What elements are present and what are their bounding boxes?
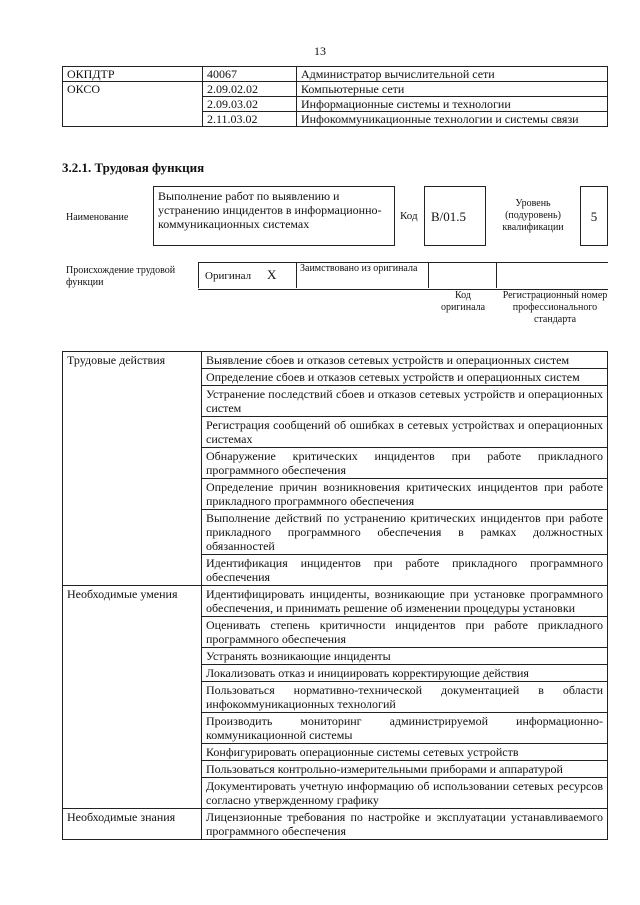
code-name: Инфокоммуникационные технологии и системы связи: [297, 112, 608, 127]
registration-number-caption: Регистрационный номер профессионального стандарта: [502, 290, 608, 325]
function-name-box: [153, 186, 395, 246]
section-item: Идентификация инцидентов при работе прикладного программного обеспечения: [202, 555, 608, 586]
function-details-table: [62, 351, 608, 840]
code-label: ОКСО: [63, 82, 203, 127]
section-item: Обнаружение критических инцидентов при работе прикладного программного обеспечения: [202, 448, 608, 479]
section-item: Лицензионные требования по настройке и эксплуатации устанавливаемого программного обеспечения: [202, 809, 608, 840]
table-row: [63, 82, 608, 97]
section-item: Документировать учетную информацию об использовании сетевых ресурсов согласно утвержденному графику: [202, 778, 608, 809]
code-label: Код: [400, 210, 418, 222]
section-item: Производить мониторинг администрируемой информационно-коммуникационной системы: [202, 713, 608, 744]
classification-codes-table: [62, 66, 608, 127]
section-item: Идентифицировать инциденты, возникающие при установке программного обеспечения, и принимать решение об изменении процедуры установки: [202, 586, 608, 617]
section-item: Локализовать отказ и инициировать корректирующие действия: [202, 665, 608, 682]
section-label: Необходимые умения: [63, 586, 202, 809]
table-row: [63, 586, 608, 617]
origin-label: Происхождение трудовой функции: [66, 265, 176, 288]
code-value: 2.11.03.02: [203, 112, 297, 127]
code-name: Администратор вычислительной сети: [297, 67, 608, 82]
table-row: [63, 809, 608, 840]
section-label: Трудовые действия: [63, 352, 202, 586]
code-label: ОКПДТР: [63, 67, 203, 82]
function-code-value: B/01.5: [431, 209, 467, 224]
section-item: Определение причин возникновения критических инцидентов при работе прикладного программного обеспечения: [202, 479, 608, 510]
table-row: [63, 67, 608, 82]
code-name: Информационные системы и технологии: [297, 97, 608, 112]
section-item: Выявление сбоев и отказов сетевых устройств и операционных систем: [202, 352, 608, 369]
borrowed-label: Заимствовано из оригинала: [300, 263, 418, 274]
level-label: Уровень (подуровень) квалификации: [502, 198, 564, 233]
section-item: Выполнение действий по устранению критических инцидентов при работе прикладного программного обеспечения в рамках должностных обязанностей: [202, 510, 608, 555]
function-code-box: [424, 186, 486, 246]
section-heading: 3.2.1. Трудовая функция: [62, 160, 205, 175]
code-value: 2.09.02.02: [203, 82, 297, 97]
function-name-value: Выполнение работ по выявлению и устранению инцидентов в информационно-коммуникационных системах: [158, 189, 382, 231]
section-item: Оценивать степень критичности инцидентов при работе прикладного программного обеспечения: [202, 617, 608, 648]
name-label: Наименование: [66, 212, 129, 223]
table-row: [63, 352, 608, 369]
page-number: 13: [314, 44, 326, 58]
section-item: Пользоваться контрольно-измерительными приборами и аппаратурой: [202, 761, 608, 778]
section-item: Регистрация сообщений об ошибках в сетевых устройствах и операционных системах: [202, 417, 608, 448]
section-label: Необходимые знания: [63, 809, 202, 840]
original-mark: X: [267, 267, 277, 282]
level-value: 5: [590, 209, 598, 224]
original-code-caption: Код оригинала: [440, 290, 486, 313]
section-item: Пользоваться нормативно-технической документацией в области инфокоммуникационных технологий: [202, 682, 608, 713]
level-box: [580, 186, 608, 246]
original-label: Оригинал: [205, 270, 252, 282]
section-item: Определение сбоев и отказов сетевых устройств и операционных систем: [202, 369, 608, 386]
section-item: Устранять возникающие инциденты: [202, 648, 608, 665]
code-name: Компьютерные сети: [297, 82, 608, 97]
section-item: Конфигурировать операционные системы сетевых устройств: [202, 744, 608, 761]
section-item: Устранение последствий сбоев и отказов сетевых устройств и операционных систем: [202, 386, 608, 417]
code-value: 40067: [203, 67, 297, 82]
code-value: 2.09.03.02: [203, 97, 297, 112]
